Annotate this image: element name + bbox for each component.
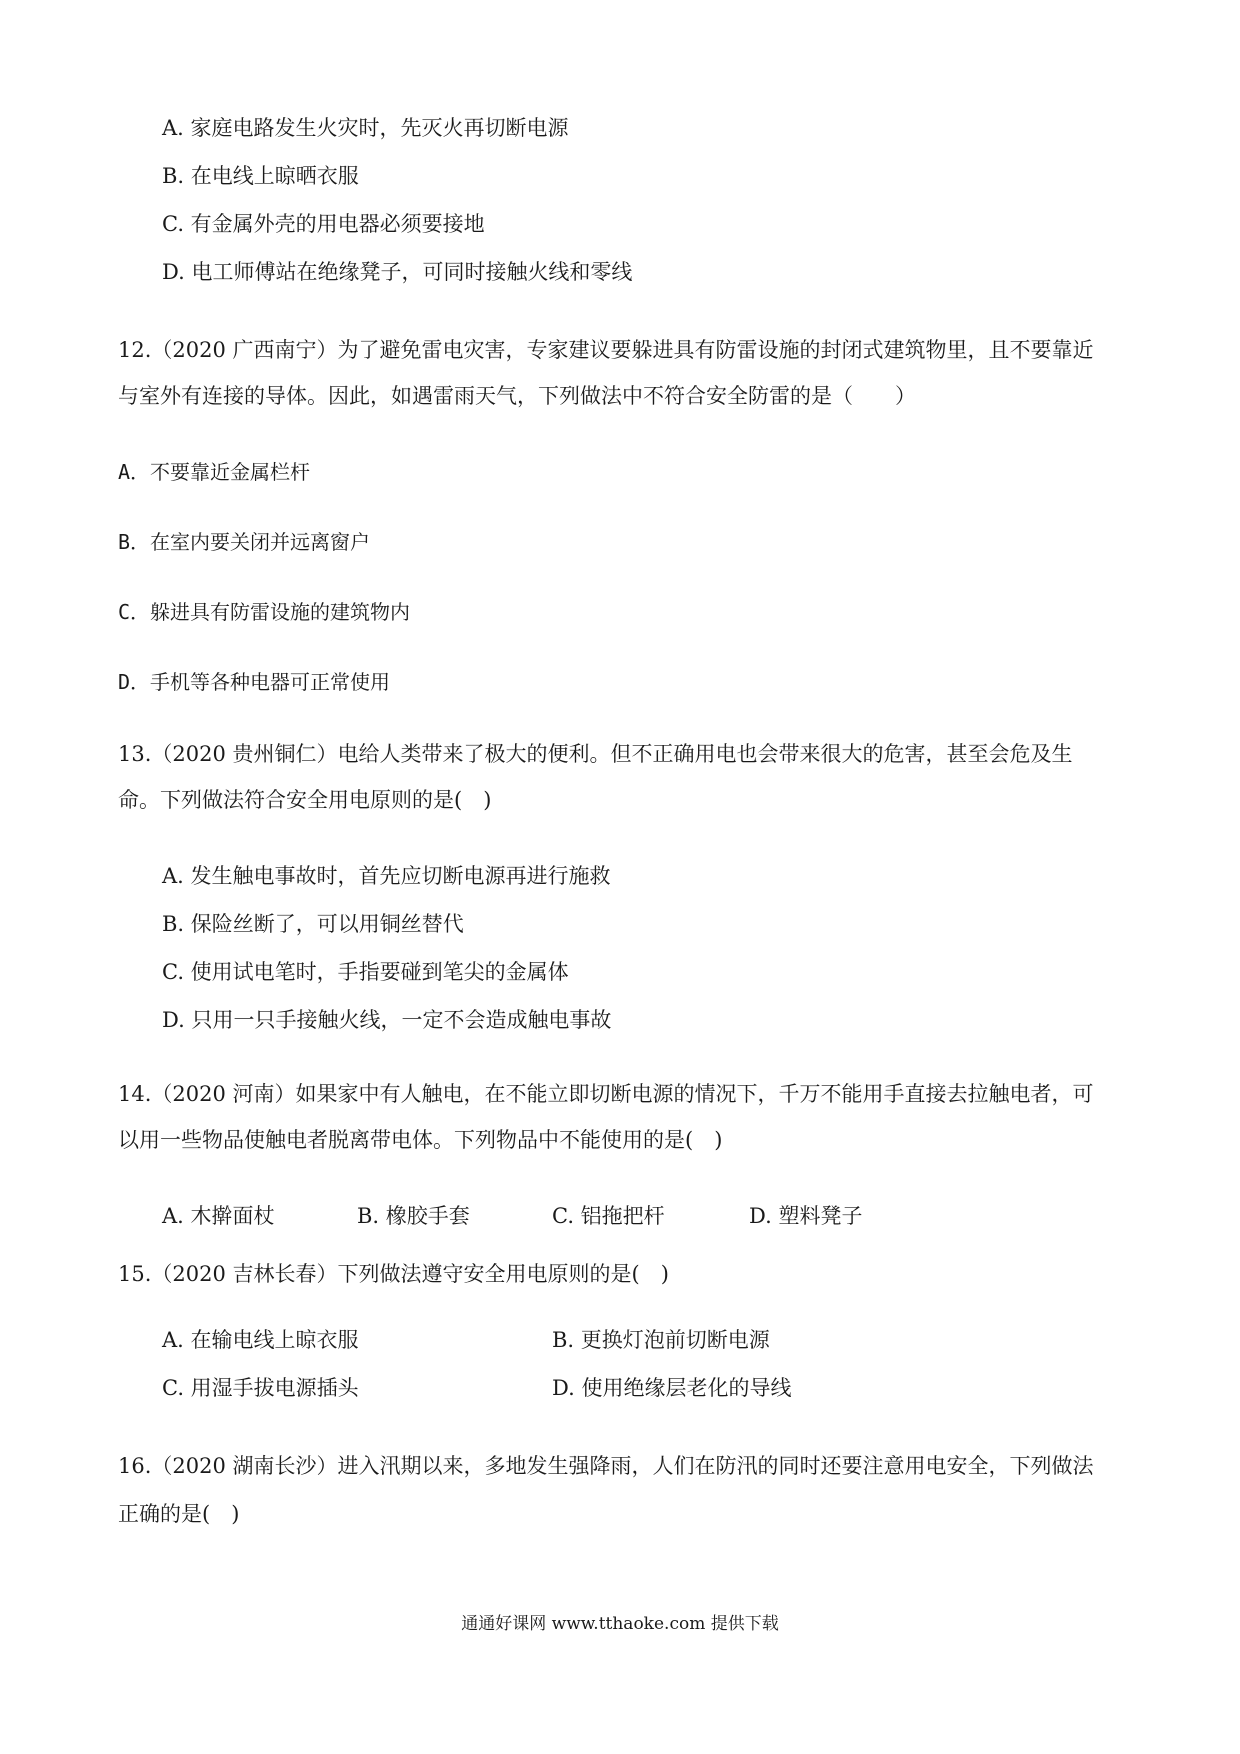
q16-stem-line1: 16.（2020 湖南长沙）进入汛期以来，多地发生强降雨，人们在防汛的同时还要注意用电安全，下列做法 [118,1454,1094,1478]
q12-stem-line2: 与室外有连接的导体。因此，如遇雷雨天气，下列做法中不符合安全防雷的是（ ） [118,384,916,408]
q13-option-c: C. 使用试电笔时，手指要碰到笔尖的金属体 [162,960,569,984]
q15-option-d: D. 使用绝缘层老化的导线 [552,1376,792,1400]
q12-option-c: C．躲进具有防雷设施的建筑物内 [118,600,411,624]
q15-stem: 15.（2020 吉林长春）下列做法遵守安全用电原则的是( ) [118,1262,669,1286]
page-footer: 通通好课网 www.tthaoke.com 提供下载 [461,1614,779,1634]
q12-stem-line1: 12.（2020 广西南宁）为了避免雷电灾害，专家建议要躲进具有防雷设施的封闭式建筑物里，且不要靠近 [118,338,1094,362]
q14-stem-line1: 14.（2020 河南）如果家中有人触电，在不能立即切断电源的情况下，千万不能用手直接去拉触电者，可 [118,1082,1094,1106]
q12-option-b: B．在室内要关闭并远离窗户 [118,530,371,554]
q14-option-c: C. 铝拖把杆 [552,1204,665,1228]
q14-option-d: D. 塑料凳子 [749,1204,863,1228]
q15-option-c: C. 用湿手拔电源插头 [162,1376,359,1400]
q13-option-a: A. 发生触电事故时，首先应切断电源再进行施救 [162,864,611,888]
q15-option-b: B. 更换灯泡前切断电源 [552,1328,770,1352]
q14-stem-line2: 以用一些物品使触电者脱离带电体。下列物品中不能使用的是( ) [118,1128,723,1152]
q13-stem-line2: 命。下列做法符合安全用电原则的是( ) [118,788,492,812]
q12-option-d: D．手机等各种电器可正常使用 [118,670,391,694]
q13-option-d: D. 只用一只手接触火线，一定不会造成触电事故 [162,1008,612,1032]
q14-option-a: A. 木擀面杖 [162,1204,275,1228]
q12-option-a: A．不要靠近金属栏杆 [118,460,311,484]
q15-option-a: A. 在输电线上晾衣服 [162,1328,359,1352]
q11-option-d: D. 电工师傅站在绝缘凳子，可同时接触火线和零线 [162,260,633,284]
q13-option-b: B. 保险丝断了，可以用铜丝替代 [162,912,464,936]
q11-option-c: C. 有金属外壳的用电器必须要接地 [162,212,485,236]
q11-option-b: B. 在电线上晾晒衣服 [162,164,359,188]
q14-option-b: B. 橡胶手套 [357,1204,470,1228]
q11-option-a: A. 家庭电路发生火灾时，先灭火再切断电源 [162,116,569,140]
q13-stem-line1: 13.（2020 贵州铜仁）电给人类带来了极大的便利。但不正确用电也会带来很大的危害，甚至会危及生 [118,742,1073,766]
q16-stem-line2: 正确的是( ) [118,1502,240,1526]
